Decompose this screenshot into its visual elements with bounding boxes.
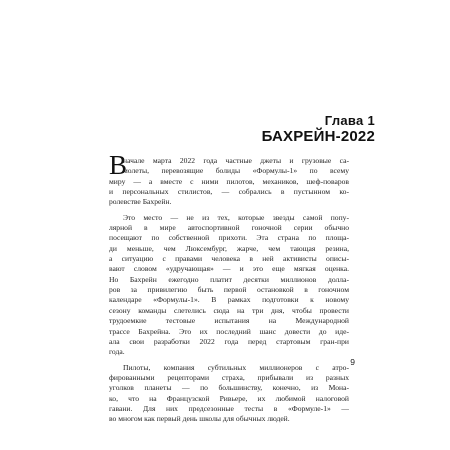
text-line: ко, что на Французской Ривьере, их любимой налоговой xyxy=(109,393,349,403)
text-line: и персональных стилистов, — собрались в пустынном ко- xyxy=(109,187,349,197)
drop-cap: В xyxy=(109,150,128,180)
text-line: сезону команды слетелись сюда на три дня, чтобы провести xyxy=(109,305,349,315)
chapter-label: Глава 1 xyxy=(324,113,375,128)
text-line: фированными рецепторами страха, прибывали из разных xyxy=(109,372,349,382)
text-line: гавани. Для них предсезонные тесты в «Формуле-1» — xyxy=(109,403,349,413)
text-line: лярной в мире автоспортивной гоночной серии обычно xyxy=(109,223,349,233)
text-line: молеты, перевозящие болиды «Формулы-1» по всему xyxy=(123,166,349,176)
text-line: ала свои разработки 2022 года перед стартовым гран-при xyxy=(109,336,349,346)
text-line: Но Бахрейн ежегодно платит десятки миллионов долла- xyxy=(109,274,349,284)
text-line: Это место — не из тех, которые звезды самой попу- xyxy=(123,212,349,222)
text-line: вают словом «удручающая» — и это еще мягкая оценка. xyxy=(109,264,349,274)
text-line: Пилоты, компания субтильных миллионеров с атро- xyxy=(123,362,349,372)
text-line: во многом как первый день школы для обычных людей. xyxy=(109,414,290,424)
text-line: а ситуацию с правами человека в ней активисты описы- xyxy=(109,254,349,264)
body-text xyxy=(109,156,349,425)
text-line: посещают по собственной прихоти. Эта страна по площа- xyxy=(109,233,349,243)
text-line: года. xyxy=(109,347,125,357)
text-line: календаре «Формулы-1». В рамках подготовки к новому xyxy=(109,295,349,305)
page-number: 9 xyxy=(350,357,355,367)
text-line: ров за привилегию быть первой остановкой в гоночном xyxy=(109,285,349,295)
chapter-title: БАХРЕЙН-2022 xyxy=(261,128,375,145)
text-line: ди меньше, чем Люксембург, жарче, чем тающая резина, xyxy=(109,243,349,253)
text-line: ролевстве Бахрейн. xyxy=(109,197,172,207)
text-line: трассе Бахрейна. Это их последний шанс довести до иде- xyxy=(109,326,349,336)
text-line: начале марта 2022 года частные джеты и грузовые са- xyxy=(123,156,349,165)
text-line: трудоемкие тестовые испытания на Международной xyxy=(109,316,349,326)
text-line: миру — а вместе с ними пилотов, механиков, шеф-поваров xyxy=(109,176,349,186)
text-line: уголков планеты — по большинству, конечно, из Мона- xyxy=(109,383,349,393)
